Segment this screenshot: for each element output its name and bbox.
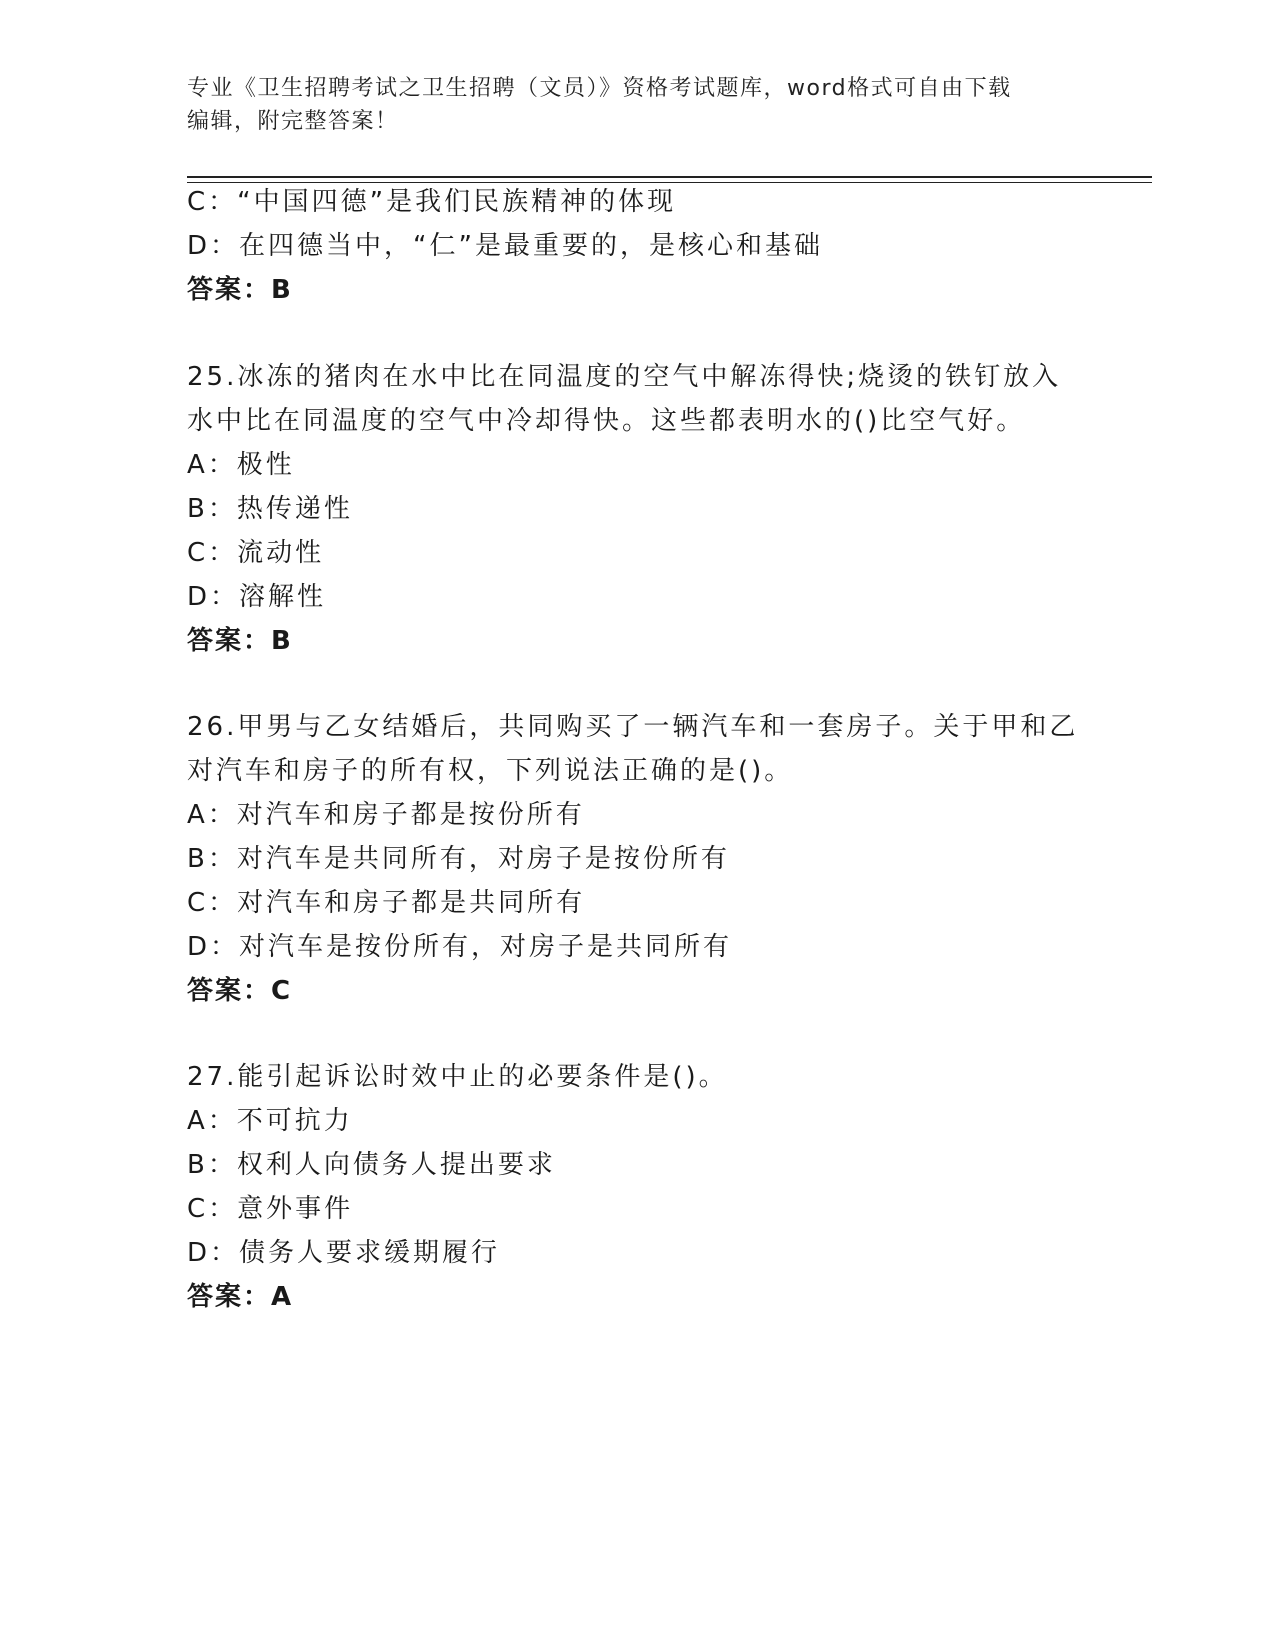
q25-stem-line-2: 水中比在同温度的空气中冷却得快。这些都表明水的()比空气好。	[187, 406, 1026, 436]
q27-option-c: C：意外事件	[187, 1194, 354, 1224]
q27-option-a: A：不可抗力	[187, 1106, 353, 1136]
q26-stem-line-1: 26.甲男与乙女结婚后，共同购买了一辆汽车和一套房子。关于甲和乙	[187, 712, 1079, 742]
header-divider-thick	[187, 176, 1152, 178]
q25-stem-line-1: 25.冰冻的猪肉在水中比在同温度的空气中解冻得快;烧烫的铁钉放入	[187, 362, 1062, 392]
q26-option-b: B：对汽车是共同所有，对房子是按份所有	[187, 844, 730, 874]
prev-option-d: D：在四德当中，“仁”是最重要的，是核心和基础	[187, 231, 823, 261]
q26-option-d: D：对汽车是按份所有，对房子是共同所有	[187, 932, 733, 962]
q26-answer: 答案：C	[187, 976, 293, 1006]
q25-option-b: B：热传递性	[187, 494, 353, 524]
prev-option-c: C：“中国四德”是我们民族精神的体现	[187, 187, 677, 217]
header-line-1: 专业《卫生招聘考试之卫生招聘（文员）》资格考试题库，word格式可自由下载	[187, 76, 1012, 101]
q26-stem-line-2: 对汽车和房子的所有权，下列说法正确的是()。	[187, 756, 794, 786]
prev-answer: 答案：B	[187, 275, 293, 305]
q27-stem-line-1: 27.能引起诉讼时效中止的必要条件是()。	[187, 1062, 728, 1092]
q25-option-a: A：极性	[187, 450, 295, 480]
header-line-2: 编辑，附完整答案！	[187, 109, 399, 134]
document-header	[187, 72, 1087, 138]
q26-option-c: C：对汽车和房子都是共同所有	[187, 888, 586, 918]
q27-option-b: B：权利人向债务人提出要求	[187, 1150, 556, 1180]
q27-option-d: D：债务人要求缓期履行	[187, 1238, 501, 1268]
q26-option-a: A：对汽车和房子都是按份所有	[187, 800, 585, 830]
q25-answer: 答案：B	[187, 626, 293, 656]
q27-answer: 答案：A	[187, 1282, 294, 1312]
q25-option-c: C：流动性	[187, 538, 325, 568]
q25-option-d: D：溶解性	[187, 582, 327, 612]
header-divider-thin	[187, 182, 1152, 183]
